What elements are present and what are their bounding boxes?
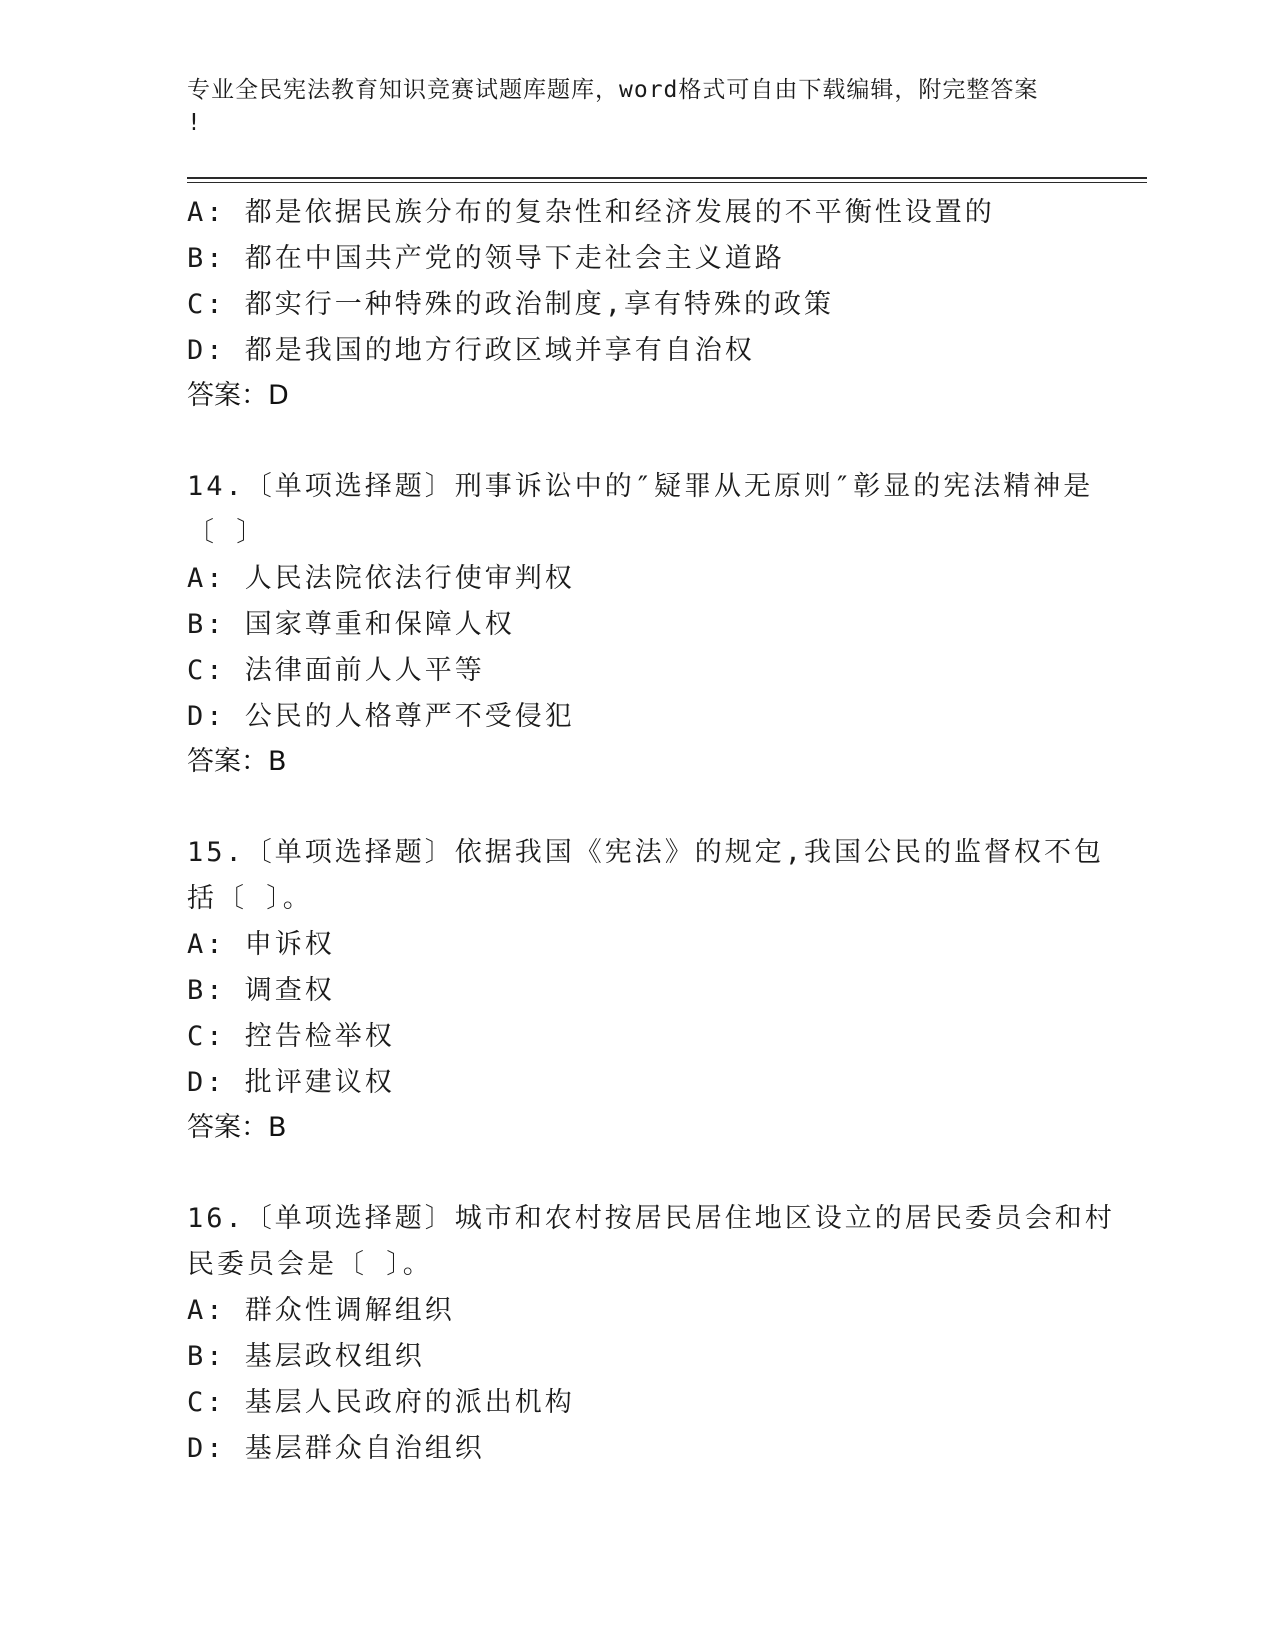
question-stem: 14.〔单项选择题〕刑事诉讼中的″疑罪从无原则″彰显的宪法精神是 — [187, 471, 1094, 502]
question-list — [187, 190, 1115, 1472]
option-c: C: 控告检举权 — [187, 1021, 395, 1052]
question-14 — [187, 464, 1094, 784]
question-stem: 15.〔单项选择题〕依据我国《宪法》的规定,我国公民的监督权不包 — [187, 837, 1105, 868]
question-stem: 16.〔单项选择题〕城市和农村按居民居住地区设立的居民委员会和村 — [187, 1203, 1115, 1234]
option-a: A: 都是依据民族分布的复杂性和经济发展的不平衡性设置的 — [187, 197, 995, 228]
header-divider-thin — [187, 182, 1147, 183]
header-title: 专业全民宪法教育知识竞赛试题库题库，word格式可自由下载编辑，附完整答案 — [187, 77, 1039, 103]
option-d: D: 公民的人格尊严不受侵犯 — [187, 701, 575, 732]
option-b: B: 调查权 — [187, 975, 335, 1006]
option-c: C: 基层人民政府的派出机构 — [187, 1387, 575, 1418]
option-b: B: 都在中国共产党的领导下走社会主义道路 — [187, 243, 785, 274]
option-b: B: 基层政权组织 — [187, 1341, 425, 1372]
spacer — [187, 418, 1087, 464]
option-d: D: 都是我国的地方行政区域并享有自治权 — [187, 335, 755, 366]
page-header — [187, 74, 1067, 140]
option-d: D: 基层群众自治组织 — [187, 1433, 485, 1464]
question-13 — [187, 190, 1087, 418]
question-15 — [187, 830, 1105, 1150]
option-a: A: 群众性调解组织 — [187, 1295, 455, 1326]
option-a: A: 人民法院依法行使审判权 — [187, 563, 575, 594]
question-16 — [187, 1196, 1115, 1472]
question-stem-continuation: 民委员会是〔 〕。 — [187, 1249, 433, 1280]
question-stem-continuation: 〔 〕 — [187, 517, 267, 548]
answer-label: 答案：B — [187, 1112, 287, 1143]
spacer — [187, 1150, 1087, 1196]
option-c: C: 法律面前人人平等 — [187, 655, 485, 686]
header-divider-thick — [187, 177, 1147, 179]
option-a: A: 申诉权 — [187, 929, 335, 960]
option-b: B: 国家尊重和保障人权 — [187, 609, 515, 640]
answer-label: 答案：D — [187, 380, 289, 411]
option-d: D: 批评建议权 — [187, 1067, 395, 1098]
spacer — [187, 784, 1087, 830]
answer-label: 答案：B — [187, 746, 287, 777]
question-stem-continuation: 括〔 〕。 — [187, 883, 313, 914]
option-c: C: 都实行一种特殊的政治制度,享有特殊的政策 — [187, 289, 835, 320]
header-title-continuation: ! — [187, 110, 202, 136]
